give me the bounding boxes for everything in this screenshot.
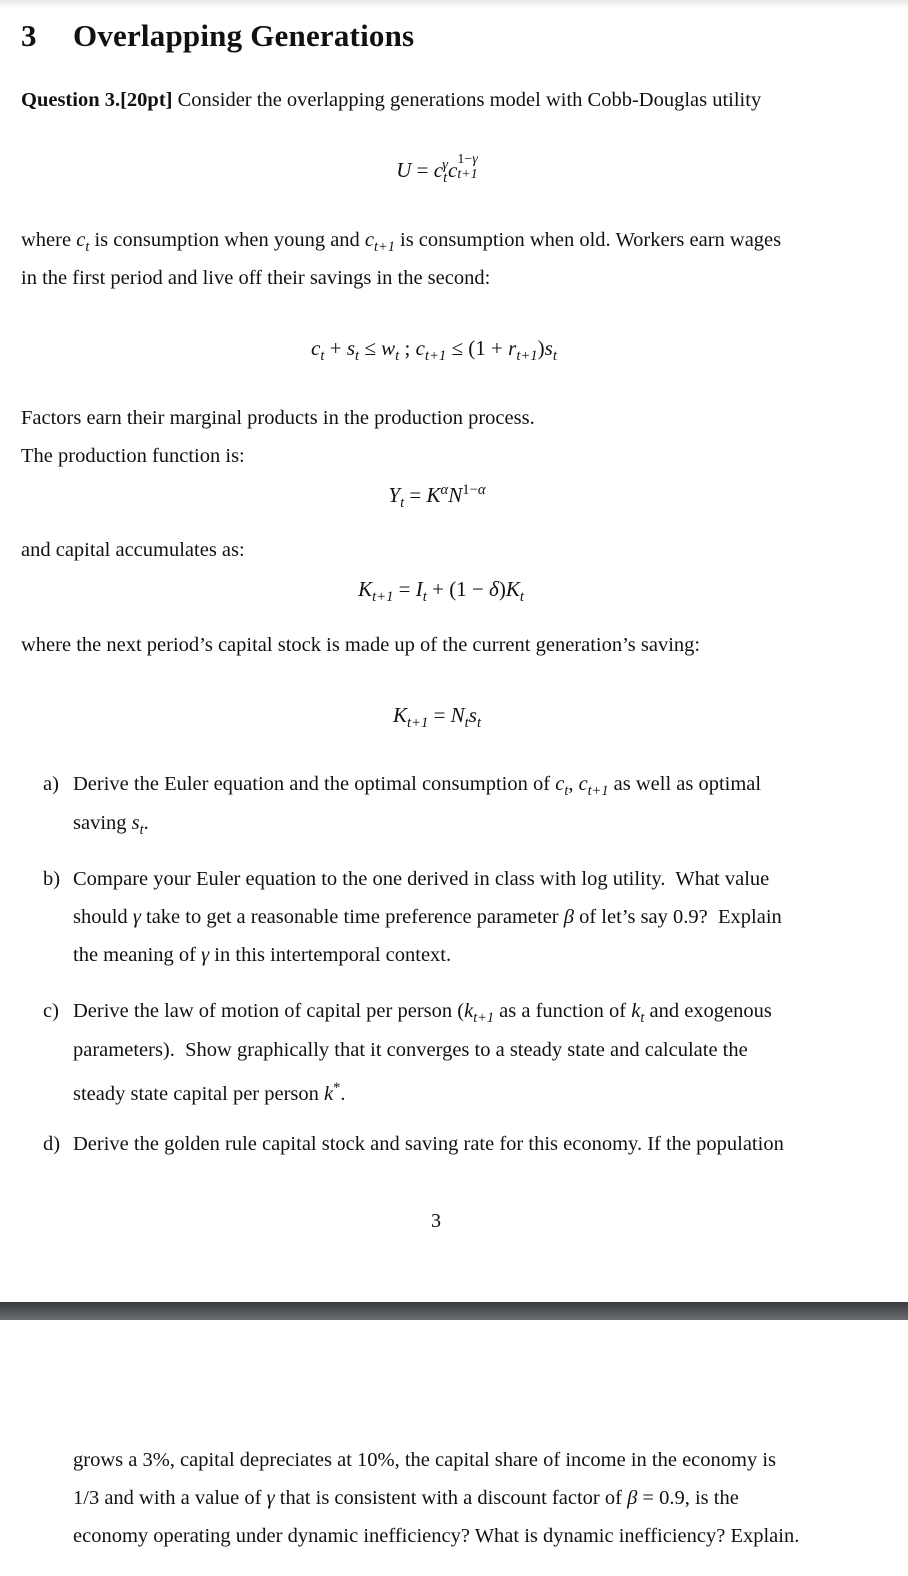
list-item-c: c) Derive the law of motion of capital per person ($k_{t+1}$ as a function of $k_t$ and exogenous	[43, 992, 772, 1037]
list-item-a: a) Derive the Euler equation and the optimal consumption of $c_t$, $c_{t+1}$ as well as optimal	[43, 765, 761, 810]
page-separator	[0, 1302, 908, 1320]
item-c-label: c)	[43, 1000, 59, 1022]
continuation-line-3: economy operating under dynamic inefficiency? What is dynamic inefficiency? Explain.	[73, 1525, 800, 1547]
item-b-label: b)	[43, 868, 61, 890]
section-heading	[21, 18, 414, 54]
next-period-text: where the next period’s capital stock is made up of the current generation’s saving:	[21, 634, 701, 656]
utility-equation: $U = c_t^\gamma c$ 1−γ t+1	[396, 152, 478, 187]
item-a-label: a)	[43, 773, 59, 795]
capital-stock-equation: $K_{t+1} = N_ts_t$	[392, 703, 482, 732]
section-title: Overlapping Generations	[73, 18, 415, 53]
factors-text: Factors earn their marginal products in the production process.	[21, 407, 535, 429]
document-page-2	[0, 1320, 908, 1576]
capital-accumulation-equation: $K_{t+1} = I_t + (1 - \delta)K_t$	[358, 577, 524, 606]
list-item-c-line-2: parameters). Show graphically that it converges to a steady state and calculate the	[73, 1039, 748, 1061]
where-text-a: where	[21, 229, 72, 251]
question-intro-text: Consider the overlapping generations model with Cobb-Douglas utility	[177, 89, 762, 111]
section-number: 3	[21, 18, 37, 53]
production-intro-text: The production function is:	[21, 445, 245, 467]
list-item-b: b) Compare your Euler equation to the one derived in class with log utility. What value	[43, 860, 769, 898]
item-d-text: Derive the golden rule capital stock and saving rate for this economy. If the population	[73, 1133, 784, 1155]
list-item-b-line-3: the meaning of γ in this intertemporal context.	[73, 944, 452, 966]
where-text-b: is consumption when young and	[94, 229, 360, 251]
where-line-1: where $c_t$ is consumption when young and $c_{t+1}$ is consumption when old. Workers earn wages	[21, 229, 782, 256]
question-intro	[21, 81, 761, 119]
budget-constraint-equation: $c_t + s_t \le w_t$ ; $c_{t+1} \le (1 + r_{t+1})s_t$	[311, 336, 557, 365]
capital-intro-text: and capital accumulates as:	[21, 539, 245, 561]
list-item-a-line-2: saving $s_t$.	[73, 812, 149, 839]
page-number: 3	[431, 1210, 441, 1232]
item-d-label: d)	[43, 1133, 61, 1155]
where-text-c: is consumption when old. Workers earn wages	[400, 229, 782, 251]
list-item-b-line-2: should γ take to get a reasonable time preference parameter β of let’s say 0.9? Explain	[73, 906, 782, 928]
page-top-shadow	[0, 0, 908, 8]
continuation-line-1: grows a 3%, capital depreciates at 10%, the capital share of income in the economy is	[73, 1449, 777, 1471]
production-function-equation: $Y_t = K^\alpha N^{1-\alpha}$	[388, 482, 486, 512]
where-line-2: in the first period and live off their savings in the second:	[21, 267, 491, 289]
list-item-c-line-3: steady state capital per person k*.	[73, 1080, 346, 1105]
continuation-line-2: 1/3 and with a value of γ that is consistent with a discount factor of β = 0.9, is the	[73, 1487, 739, 1509]
list-item-d	[43, 1125, 784, 1163]
question-label: Question 3.[20pt]	[21, 89, 173, 111]
